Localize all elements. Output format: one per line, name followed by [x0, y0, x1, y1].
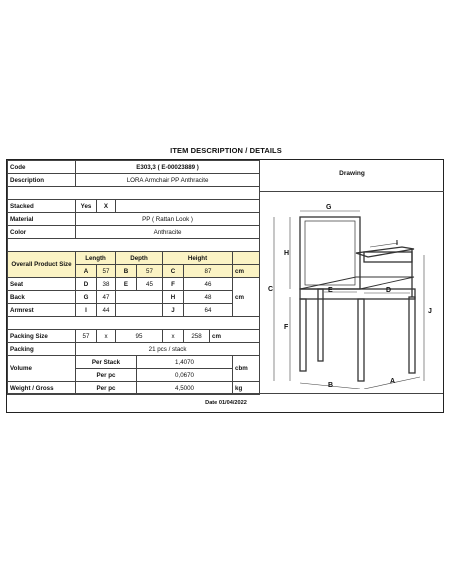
code-value: E303,3 ( E-00023889 ) — [76, 161, 260, 174]
label-e: E — [328, 287, 333, 294]
label-g: G — [326, 204, 332, 211]
packing-x2: x — [163, 330, 184, 343]
packing-size-label: Packing Size — [8, 330, 76, 343]
spec-sheet — [6, 159, 444, 413]
packing-length: 57 — [76, 330, 97, 343]
per-pc-value: 0,0670 — [137, 369, 233, 382]
weight-label: Weight / Gross — [8, 382, 76, 395]
code-label: Code — [8, 161, 76, 174]
dim-letter-c: C — [163, 265, 184, 278]
dim-letter-h: H — [163, 291, 184, 304]
volume-unit: cbm — [233, 356, 260, 382]
per-stack-label: Per Stack — [76, 356, 137, 369]
description-label: Description — [8, 174, 76, 187]
dim-letter-f: F — [163, 278, 184, 291]
chair-seat — [300, 289, 415, 299]
packing-size-row — [8, 330, 260, 343]
depth-header: Depth — [116, 252, 163, 265]
spec-table — [7, 160, 260, 395]
dim-letter-j: J — [163, 304, 184, 317]
dim-letter-a: A — [76, 265, 97, 278]
dim-value-g: 47 — [97, 291, 116, 304]
weight-value: 4,5000 — [137, 382, 233, 395]
dim-value-e: 45 — [137, 278, 163, 291]
packing-width: 95 — [116, 330, 163, 343]
color-row — [8, 226, 260, 239]
packing-height: 258 — [184, 330, 210, 343]
drawing-title: Drawing — [339, 170, 365, 177]
dim-value-d: 38 — [97, 278, 116, 291]
chair-leg — [358, 299, 364, 381]
dim-value-a: 57 — [97, 265, 116, 278]
label-f: F — [284, 324, 289, 331]
footer-divider — [7, 393, 443, 394]
height-header: Height — [163, 252, 233, 265]
back-row — [8, 291, 260, 304]
material-row — [8, 213, 260, 226]
dim-letter-i: I — [76, 304, 97, 317]
stacked-row — [8, 200, 260, 213]
weight-unit: kg — [233, 382, 260, 395]
overall-size-label: Overall Product Size — [8, 252, 76, 278]
seat-label: Seat — [8, 278, 76, 291]
packing-x1: x — [97, 330, 116, 343]
material-value: PP ( Rattan Look ) — [76, 213, 260, 226]
chair-leg — [300, 299, 306, 371]
seat-row — [8, 278, 260, 291]
material-label: Material — [8, 213, 76, 226]
dimension-header-row — [8, 252, 260, 265]
spacer-row — [8, 317, 260, 330]
dim-value-i: 44 — [97, 304, 116, 317]
color-value: Anthracite — [76, 226, 260, 239]
dim-letter-e: E — [116, 278, 137, 291]
label-d: D — [386, 287, 392, 294]
label-h: H — [284, 250, 290, 257]
stacked-mark: X — [97, 200, 116, 213]
dim-letter-b: B — [116, 265, 137, 278]
chair-leg — [409, 297, 415, 373]
packing-unit: cm — [210, 330, 260, 343]
volume-label: Volume — [8, 356, 76, 382]
spacer-row — [8, 239, 260, 252]
label-a: A — [390, 378, 396, 385]
per-pc-label: Per pc — [76, 369, 137, 382]
dim-letter-d: D — [76, 278, 97, 291]
packing-row — [8, 343, 260, 356]
per-stack-value: 1,4070 — [137, 356, 233, 369]
stacked-yes: Yes — [76, 200, 97, 213]
label-j: J — [428, 308, 432, 315]
label-i: I — [396, 240, 398, 247]
packing-label: Packing — [8, 343, 76, 356]
armrest-label: Armrest — [8, 304, 76, 317]
volume-row-stack — [8, 356, 260, 369]
dim-value-h: 48 — [184, 291, 233, 304]
weight-per-pc-label: Per pc — [76, 382, 137, 395]
code-row — [8, 161, 260, 174]
dim-value-b: 57 — [137, 265, 163, 278]
label-b: B — [328, 382, 334, 389]
armrest-row — [8, 304, 260, 317]
chair-drawing — [262, 197, 442, 389]
back-label: Back — [8, 291, 76, 304]
dim-value-c: 87 — [184, 265, 233, 278]
drawing-divider — [260, 191, 444, 192]
dim-letter-g: G — [76, 291, 97, 304]
dim-value-j: 64 — [184, 304, 233, 317]
description-row — [8, 174, 260, 187]
drawing-panel — [259, 160, 444, 392]
overall-unit: cm — [233, 265, 260, 278]
packing-value: 21 pcs / stack — [76, 343, 260, 356]
description-value: LORA Armchair PP Anthracite — [76, 174, 260, 187]
document-title: ITEM DESCRIPTION / DETAILS — [170, 146, 282, 155]
stacked-label: Stacked — [8, 200, 76, 213]
dim-value-f: 46 — [184, 278, 233, 291]
label-c: C — [268, 286, 274, 293]
seat-back-arm-unit: cm — [233, 291, 260, 304]
spacer-row — [8, 187, 260, 200]
color-label: Color — [8, 226, 76, 239]
length-header: Length — [76, 252, 116, 265]
date-footer: Date 01/04/2022 — [205, 400, 247, 406]
